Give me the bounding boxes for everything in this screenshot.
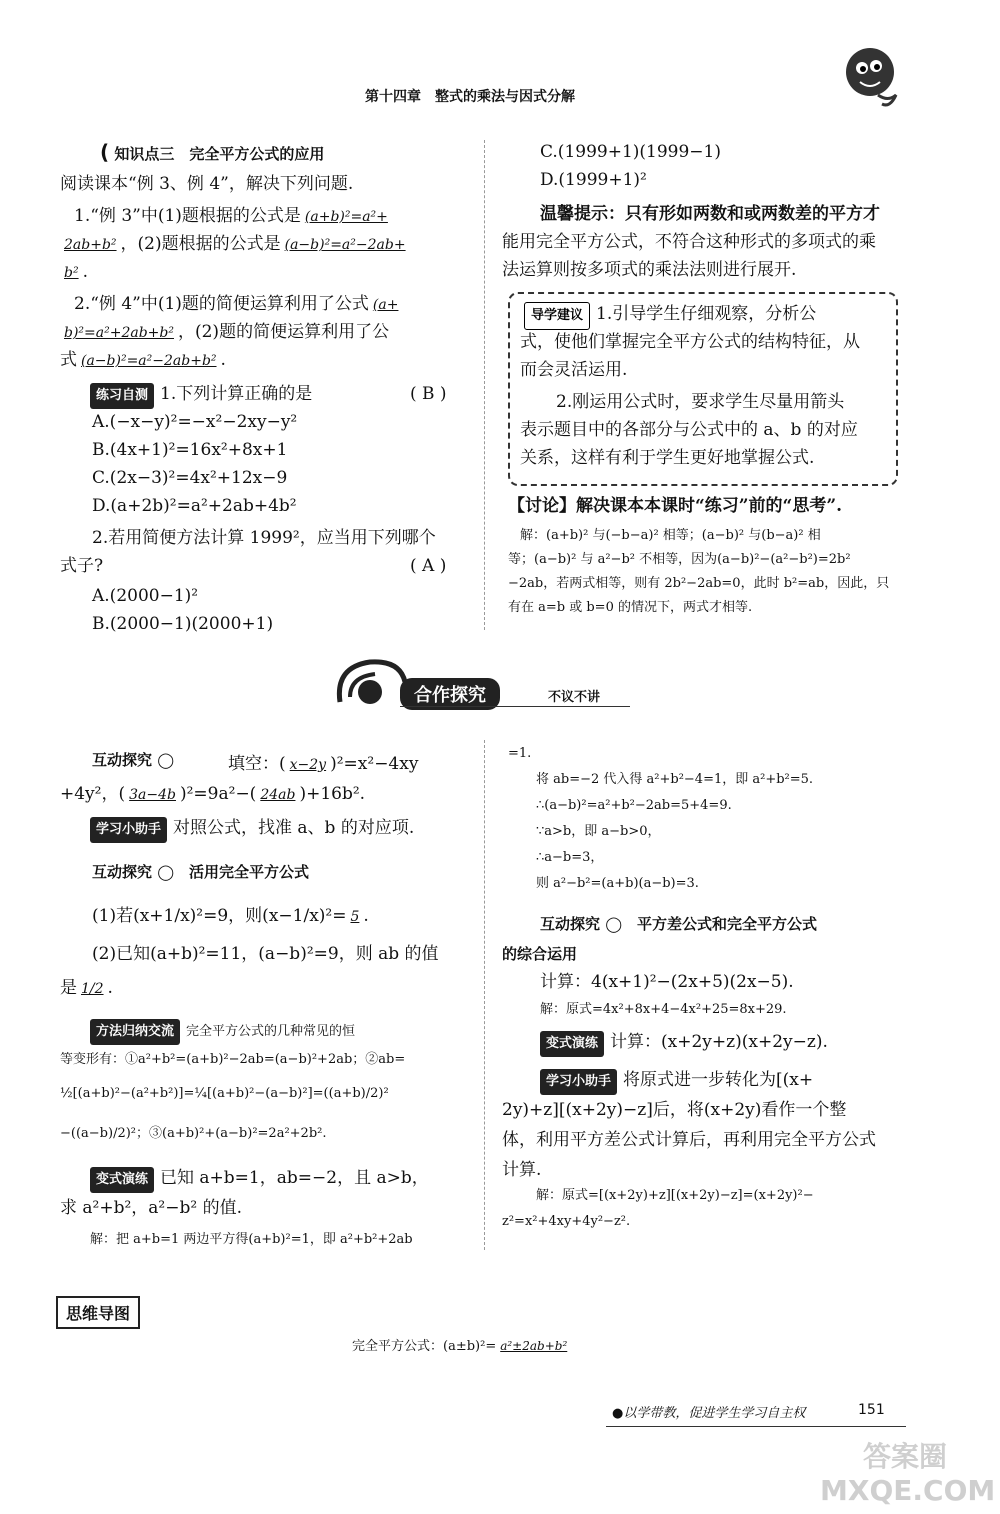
option-a: A.(−x−y)²=−x²−2xy−y²: [92, 412, 298, 432]
option-d: D.(a+2b)²=a²+2ab+4b²: [92, 496, 297, 516]
discuss-line2: 等；(a−b)² 与 a²−b² 不相等，因为(a−b)²−(a²−b²)=2b²: [508, 552, 851, 567]
fill-line2: +4y²，( 3a−4b )²=9a²−( 24ab )+16b².: [60, 784, 366, 804]
footer-rule: [606, 1426, 906, 1427]
practice-q2-line1: 2.若用简便方法计算 1999²，应当用下列哪个: [92, 528, 436, 548]
method-line3: ½[(a+b)²−(a²+b²)]=¼[(a+b)²−(a−b)²]=((a+b)/2)²: [60, 1086, 389, 1101]
option-2b: B.(2000−1)(2000+1): [92, 614, 274, 634]
solution-line1: 解：把 a+b=1 两边平方得(a+b)²=1，即 a²+b²+2ab: [90, 1232, 413, 1247]
q2-line2: b)²=a²+2ab+b² ，(2)题的简便运算利用了公: [64, 322, 390, 342]
guide-line2: 式，使他们掌握完全平方公式的结构特征，从: [520, 332, 860, 352]
variant-tag-2: 变式演练: [540, 1031, 604, 1057]
q1-line2: 2ab+b² ，(2)题根据的公式是 (a−b)²=a²−2ab+: [64, 234, 406, 254]
tip-line3: 法运算则按多项式的乘法法则进行展开.: [502, 260, 797, 280]
guide-line6: 关系，这样有利于学生更好地掌握公式.: [520, 448, 815, 468]
helper-2-line3: 体，利用平方差公式计算后，再利用完全平方公式: [502, 1130, 876, 1150]
option-2d: D.(1999+1)²: [540, 170, 647, 190]
guide-line5: 表示题目中的各部分与公式中的 a、b 的对应: [520, 420, 858, 440]
variant-line1: 变式演练 已知 a+b=1，ab=−2，且 a>b，: [90, 1166, 429, 1193]
discuss-line4: 有在 a=b 或 b=0 的情况下，两式才相等.: [508, 600, 753, 615]
interactive-heading-3: 互动探究 ◯ 平方差公式和完全平方公式: [540, 915, 818, 933]
q1-line1: 1.“例 3”中(1)题根据的公式是 (a+b)²=a²+: [74, 206, 388, 226]
helper-1: 学习小助手 对照公式，找准 a、b 的对应项.: [90, 816, 414, 843]
variant-line2: 求 a²+b²，a²−b² 的值.: [60, 1198, 242, 1218]
banner-rule: [400, 706, 630, 707]
guide-tag: 导学建议: [524, 302, 590, 330]
practice-q1-answer: ( B ): [410, 384, 447, 404]
practice-q2-line2: 式子?: [60, 556, 104, 576]
guide-line4: 2.刚运用公式时，要求学生尽量用箭头: [556, 392, 845, 412]
variant-2: 变式演练 计算：(x+2y+z)(x+2y−z).: [540, 1030, 828, 1057]
banner-subtitle: 不议不讲: [548, 690, 601, 705]
method-line2: 等变形有：①a²+b²=(a+b)²−2ab=(a−b)²+2ab；②ab=: [60, 1052, 406, 1067]
method-line4: −((a−b)/2)²；③(a+b)²+(a−b)²=2a²+2b².: [60, 1126, 327, 1141]
tip-line1: 温馨提示：只有形如两数和或两数差的平方才: [540, 204, 880, 224]
helper-2-line4: 计算.: [502, 1160, 542, 1180]
option-c: C.(2x−3)²=4x²+12x−9: [92, 468, 288, 488]
interactive-heading-1: 互动探究 ◯: [92, 751, 175, 769]
intro-text: 阅读课本“例 3、例 4”，解决下列问题.: [60, 174, 354, 194]
exercise-2-line2: 是 1/2 .: [60, 978, 113, 998]
section-title: ( 知识点三 完全平方公式的应用: [100, 140, 325, 164]
exercise-1: (1)若(x+1/x)²=9，则(x−1/x)²= 5 .: [92, 906, 369, 926]
guide-line1: 导学建议 1.引导学生仔细观察，分析公: [524, 302, 816, 330]
helper-tag-2: 学习小助手: [540, 1069, 617, 1095]
helper-2-line1: 学习小助手 将原式进一步转化为[(x+: [540, 1068, 813, 1095]
column-divider-top: [484, 140, 485, 630]
practice-q2-answer: ( A ): [410, 556, 447, 576]
mindmap-label: 思维导图: [56, 1296, 140, 1329]
mascot-icon: [838, 40, 908, 110]
option-b: B.(4x+1)²=16x²+8x+1: [92, 440, 288, 460]
calc-solution: 解：原式=4x²+8x+4−4x²+25=8x+29.: [540, 1002, 787, 1017]
helper-2-line2: 2y)+z][(x+2y)−z]后，将(x+2y)看作一个整: [502, 1100, 847, 1120]
solution-line5: ∵a>b，即 a−b>0，: [536, 824, 661, 839]
practice-q1: 练习自测 1.下列计算正确的是: [90, 382, 312, 409]
option-2c: C.(1999+1)(1999−1): [540, 142, 721, 162]
solution-line6: ∴a−b=3，: [536, 850, 604, 865]
discuss-line3: −2ab，若两式相等，则有 2b²−2ab=0，此时 b²=ab，因此，只: [508, 576, 890, 591]
q2-line1: 2.“例 4”中(1)题的简便运算利用了公式 (a+: [74, 294, 399, 314]
variant-tag: 变式演练: [90, 1167, 154, 1193]
heading-3-line2: 的综合运用: [502, 945, 578, 963]
option-2a: A.(2000−1)²: [92, 586, 199, 606]
guide-line3: 而会灵活运用.: [520, 360, 628, 380]
calc-question: 计算：4(x+1)²−(2x+5)(2x−5).: [540, 972, 794, 992]
footer-slogan: ●以学带教，促进学生学习自主权: [612, 1406, 806, 1421]
interactive-heading-2: 互动探究 ◯ 活用完全平方公式: [92, 863, 310, 881]
method-tag: 方法归纳交流: [90, 1019, 180, 1045]
practice-tag: 练习自测: [90, 383, 154, 409]
method-line1: 方法归纳交流 完全平方公式的几种常见的恒: [90, 1018, 355, 1045]
answer-line1: 解：原式=[(x+2y)+z][(x+2y)−z]=(x+2y)²−: [536, 1188, 814, 1203]
helper-tag: 学习小助手: [90, 817, 167, 843]
discuss-line1: 解：(a+b)² 与(−b−a)² 相等；(a−b)² 与(b−a)² 相: [520, 528, 821, 543]
exercise-2-line1: (2)已知(a+b)²=11，(a−b)²=9，则 ab 的值: [92, 944, 439, 964]
q1-line3: b² .: [64, 262, 88, 282]
fill-line1: 填空：( x−2y )²=x²−4xy: [228, 754, 419, 774]
solution-line7: 则 a²−b²=(a+b)(a−b)=3.: [536, 876, 699, 891]
banner-title: 合作探究: [400, 678, 500, 710]
solution-line2: =1.: [508, 746, 532, 761]
solution-line3: 将 ab=−2 代入得 a²+b²−4=1，即 a²+b²=5.: [536, 772, 814, 787]
banner-swirl-icon: [330, 652, 410, 717]
column-divider-bottom: [484, 740, 485, 1250]
answer-line2: z²=x²+4xy+4y²−z².: [502, 1214, 631, 1229]
page-number: 151: [858, 1402, 885, 1418]
watermark: 答案圈 MXQE.COM: [820, 1440, 996, 1507]
solution-line4: ∴(a−b)²=a²+b²−2ab=5+4=9.: [536, 798, 732, 813]
q2-line3: 式 (a−b)²=a²−2ab+b² .: [60, 350, 226, 370]
tip-line2: 能用完全平方公式，不符合这种形式的多项式的乘: [502, 232, 876, 252]
chapter-header: 第十四章 整式的乘法与因式分解: [365, 89, 575, 105]
discuss-heading: 【讨论】解决课本本课时“练习”前的“思考”.: [508, 496, 843, 516]
mindmap-formula: 完全平方公式：(a±b)²= a²±2ab+b²: [352, 1339, 568, 1354]
